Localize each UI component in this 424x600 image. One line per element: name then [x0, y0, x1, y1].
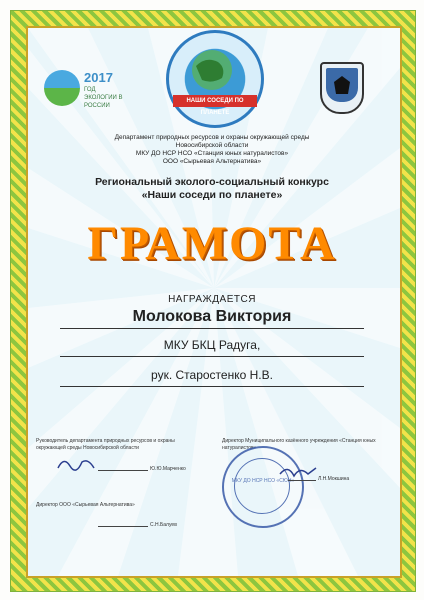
organization-underline [60, 356, 364, 357]
recipient-organization: МКУ БКЦ Радуга, [163, 338, 261, 352]
globe-icon [44, 70, 80, 106]
coat-of-arms [320, 62, 364, 114]
left-signature-scribble [56, 454, 96, 474]
left-signer-role: Руководитель департамента природных ресурсов и охраны окружающей среды Новосибирской области [36, 438, 175, 451]
right-signer-role: Директор Муниципального казённого учреждения «Станция юных натуралистов» [222, 438, 376, 451]
recipient-underline [60, 328, 364, 329]
logo-year: 2017 [84, 70, 113, 85]
official-stamp [222, 446, 304, 528]
certificate-title: ГРАМОТА [87, 217, 337, 270]
ecology-year-logo [40, 62, 126, 118]
contest-emblem [166, 30, 264, 128]
organizer-line: Новосибирской области [175, 142, 249, 149]
sable-icon [322, 64, 362, 112]
organizer-line: МКУ ДО НСР НСО «Станция юных натуралистов» [135, 150, 289, 157]
right-signature-line [288, 480, 316, 481]
recipient-leader: рук. Старостенко Н.В. [151, 368, 273, 382]
left-signature-line [98, 470, 148, 471]
right-signature-scribble [278, 462, 318, 482]
organizers-block [66, 134, 358, 166]
emblem-ribbon: НАШИ СОСЕДИ ПО ПЛАНЕТЕ [173, 95, 257, 107]
director-signature-line [98, 526, 148, 527]
director-name: С.Н.Балуев [150, 522, 177, 528]
leader-underline [60, 386, 364, 387]
recipient-name: Молокова Виктория [132, 308, 292, 325]
left-signer-name: Ю.Ю.Марченко [150, 466, 186, 472]
director-role: Директор ООО «Сырьевая Альтернатива» [36, 502, 135, 508]
certificate-content [26, 26, 398, 574]
organizer-line: Департамент природных ресурсов и охраны окружающей среды [114, 134, 310, 141]
contest-name: Региональный эколого-социальный конкурс «Наши соседи по планете» [95, 176, 329, 201]
organizer-line: ООО «Сырьевая Альтернатива» [162, 158, 262, 165]
right-signer-name: Л.Н.Мокшина [318, 476, 350, 482]
stamp-text: МКУ ДО НСР НСО «СЮН» [231, 478, 295, 484]
left-signature-block [36, 438, 196, 452]
award-label: НАГРАЖДАЕТСЯ [168, 294, 256, 305]
logo-subtitle: ГОД ЭКОЛОГИИ В РОССИИ [84, 87, 123, 109]
